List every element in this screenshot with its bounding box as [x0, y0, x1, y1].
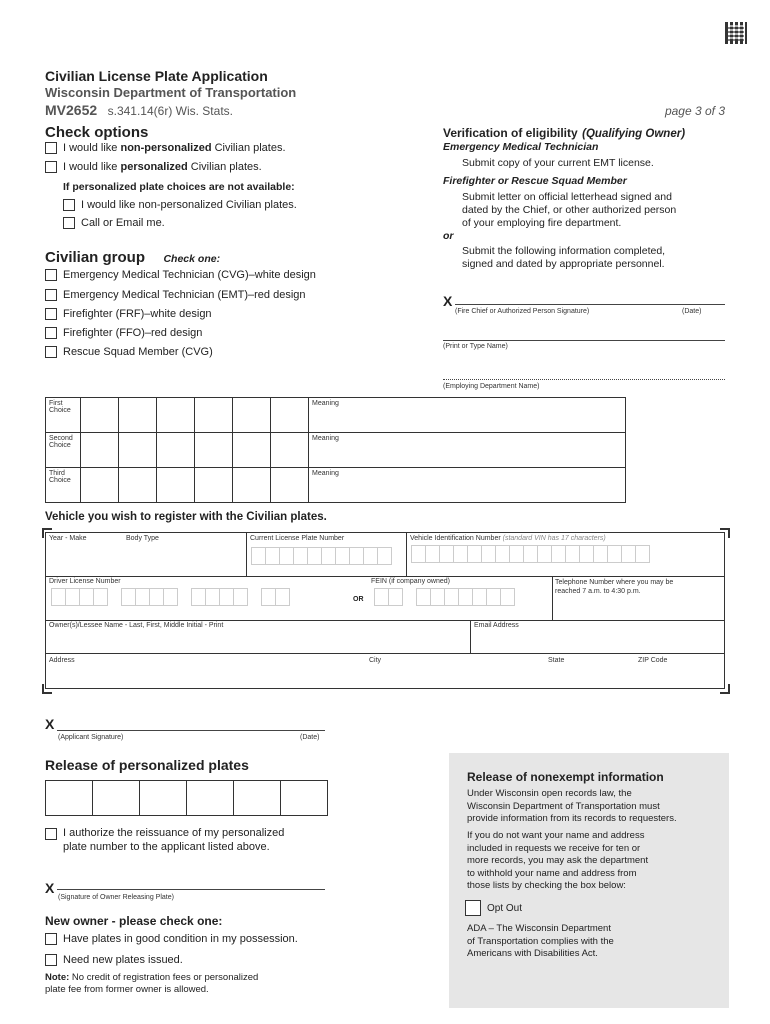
new-owner-option-need[interactable]: [45, 954, 183, 966]
label-line: Second: [49, 435, 73, 442]
release-note: [45, 972, 258, 996]
group-option[interactable]: [45, 289, 306, 301]
opt-out-option[interactable]: [465, 900, 522, 916]
char-cell[interactable]: [119, 398, 157, 433]
group-option[interactable]: [45, 346, 213, 358]
text-line: Submit letter on official letterhead signed and: [462, 191, 672, 203]
checkbox[interactable]: [45, 142, 57, 154]
text-line: Americans with Disabilities Act.: [467, 948, 598, 959]
group-option[interactable]: [45, 308, 212, 320]
chief-date-label: (Date): [682, 308, 702, 315]
char-cell[interactable]: [233, 398, 271, 433]
check-options-heading: Check options: [45, 124, 149, 141]
vehicle-form: [45, 532, 725, 689]
email-label: Email Address: [474, 622, 519, 629]
release-sig-label: (Signature of Owner Releasing Plate): [58, 894, 174, 901]
char-cell[interactable]: [119, 468, 157, 503]
option-non-personalized[interactable]: [45, 142, 286, 154]
checkbox[interactable]: [45, 327, 57, 339]
ada-statement: [467, 923, 614, 961]
form-number: MV2652: [45, 102, 98, 118]
applicant-sig-label: (Applicant Signature): [58, 734, 124, 741]
checkbox[interactable]: [45, 269, 57, 281]
chief-sig-label: (Fire Chief or Authorized Person Signature): [455, 308, 590, 315]
fein-input[interactable]: [374, 588, 514, 611]
release-x: X: [45, 880, 55, 896]
phone-field[interactable]: [552, 576, 724, 621]
option-label: Emergency Medical Technician (CVG)–white design: [63, 269, 316, 281]
plate-char-box[interactable]: [139, 780, 187, 816]
meaning-label: Meaning: [312, 400, 339, 407]
text-line: of Transportation complies with the: [467, 935, 614, 947]
label-pre: I would like: [63, 142, 121, 154]
note-text: plate fee from former owner is allowed.: [45, 984, 209, 995]
sign-x: X: [443, 293, 453, 309]
statute: s.341.14(6r) Wis. Stats.: [107, 104, 233, 118]
char-cell[interactable]: [271, 468, 309, 503]
option-label: Need new plates issued.: [63, 954, 183, 966]
label-pre: I would like: [63, 161, 121, 173]
qr-code: [725, 22, 747, 44]
dept-name-line[interactable]: [443, 379, 725, 380]
text-line: dated by the Chief, or other authorized person: [462, 204, 677, 216]
plate-segments: [251, 547, 391, 570]
year-make-label: Year - Make: [49, 535, 87, 542]
text-line: signed and dated by appropriate personnel.: [462, 258, 665, 270]
label-line: First: [49, 400, 63, 407]
option-fallback-non-personalized[interactable]: [63, 199, 297, 211]
text-line: Wisconsin Department of Transportation must: [467, 800, 660, 812]
opt-out-checkbox[interactable]: [465, 900, 481, 916]
text-line: provide information from its records to requesters.: [467, 813, 677, 824]
group-option[interactable]: [45, 269, 316, 281]
checkbox[interactable]: [45, 161, 57, 173]
driver-license-input[interactable]: [51, 588, 289, 611]
nonexempt-p2: [467, 830, 648, 893]
label-line: Choice: [49, 407, 71, 414]
form-title: Civilian License Plate Application: [45, 68, 268, 84]
text-line: to withhold your name and address from: [467, 867, 637, 879]
char-cell[interactable]: [271, 398, 309, 433]
civilian-group-heading-line: [45, 249, 220, 267]
char-cell[interactable]: [81, 398, 119, 433]
year-make-field[interactable]: [46, 533, 247, 577]
text-line: Under Wisconsin open records law, the: [467, 788, 632, 799]
or-label: or: [443, 230, 454, 242]
text-line: included in requests we receive for ten or: [467, 842, 641, 854]
plate-char-box[interactable]: [233, 780, 281, 816]
release-signature-line[interactable]: [57, 889, 325, 890]
char-cell[interactable]: [81, 433, 119, 468]
meaning-cell[interactable]: [309, 398, 626, 433]
label-bold: personalized: [120, 161, 188, 173]
option-label: Have plates in good condition in my possession.: [63, 933, 298, 945]
text-line: ADA – The Wisconsin Department: [467, 923, 611, 934]
text-line: more records, you may ask the department: [467, 855, 649, 866]
ff-heading: Firefighter or Rescue Squad Member: [443, 175, 627, 187]
checkbox[interactable]: [45, 828, 57, 840]
plate-char-box[interactable]: [186, 780, 234, 816]
plate-char-box[interactable]: [45, 780, 93, 816]
applicant-signature-line[interactable]: [57, 730, 325, 731]
vin-segments: [411, 545, 649, 568]
char-cell[interactable]: [157, 468, 195, 503]
check-one-label: Check one:: [163, 253, 221, 265]
unavailable-heading: If personalized plate choices are not available:: [63, 181, 295, 193]
vin-note: (standard VIN has 17 characters): [502, 535, 606, 542]
emt-text: Submit copy of your current EMT license.: [462, 157, 654, 169]
option-label: Firefighter (FFO)–red design: [63, 327, 203, 339]
label-line: plate number to the applicant listed above.: [63, 841, 270, 853]
phone-label-line: reached 7 a.m. to 4:30 p.m.: [555, 588, 641, 595]
verification-title: Verification of eligibility: [443, 126, 578, 140]
vin-field[interactable]: [406, 533, 724, 577]
note-label: Note:: [45, 972, 70, 983]
choice-label: [46, 433, 81, 468]
char-cell[interactable]: [195, 433, 233, 468]
label-bold: non-personalized: [120, 142, 212, 154]
dept-name-label: (Employing Department Name): [443, 383, 540, 390]
text-line: If you do not want your name and address: [467, 830, 645, 841]
checkbox[interactable]: [45, 289, 57, 301]
option-label: Call or Email me.: [81, 217, 165, 229]
print-name-label: (Print or Type Name): [443, 343, 508, 350]
checkbox[interactable]: [45, 346, 57, 358]
plate-choices-table: [45, 397, 626, 503]
verification-heading: [443, 124, 685, 142]
option-label: I would like non-personalized Civilian plates.: [81, 199, 297, 211]
state-label: State: [548, 657, 565, 664]
verification-qualifier: (Qualifying Owner): [582, 128, 686, 140]
owner-name-field[interactable]: [46, 620, 471, 654]
city-label: City: [369, 657, 382, 664]
plate-char-box[interactable]: [280, 780, 328, 816]
checkbox[interactable]: [45, 954, 57, 966]
plate-char-box[interactable]: [92, 780, 140, 816]
dept-name: Wisconsin Department of Transportation: [45, 85, 297, 100]
choice-row: [46, 398, 626, 433]
label-line: I authorize the reissuance of my personalized: [63, 827, 285, 839]
option-label: Emergency Medical Technician (EMT)–red design: [63, 289, 306, 301]
checkbox[interactable]: [63, 217, 75, 229]
vehicle-heading: Vehicle you wish to register with the Civilian plates.: [45, 511, 327, 523]
ff-text: [462, 191, 676, 230]
label-post: Civilian plates.: [211, 142, 286, 154]
chief-signature-line[interactable]: [455, 304, 725, 305]
owner-name-label: Owner(s)/Lessee Name - Last, First, Middle Initial - Print: [49, 622, 224, 629]
opt-out-label: Opt Out: [487, 902, 523, 914]
char-cell[interactable]: [271, 433, 309, 468]
label-line: Choice: [49, 442, 71, 449]
driver-license-label: Driver License Number: [49, 578, 121, 585]
emt-heading: Emergency Medical Technician: [443, 141, 599, 153]
char-cell[interactable]: [195, 468, 233, 503]
option-label: Firefighter (FRF)–white design: [63, 308, 212, 320]
choice-row: [46, 468, 626, 503]
nonexempt-p1: [467, 788, 677, 826]
form-number-line: [45, 102, 233, 120]
checkbox[interactable]: [45, 933, 57, 945]
meaning-cell[interactable]: [309, 433, 626, 468]
release-heading: Release of personalized plates: [45, 757, 249, 773]
option-personalized[interactable]: [45, 161, 262, 173]
char-cell[interactable]: [119, 433, 157, 468]
page-number: page 3 of 3: [664, 104, 725, 118]
option-call-email[interactable]: [63, 217, 165, 229]
note-text: No credit of registration fees or personalized: [69, 972, 259, 983]
choice-label: [46, 398, 81, 433]
choice-row: [46, 433, 626, 468]
address-label: Address: [49, 657, 75, 664]
label-post: Civilian plates.: [187, 161, 262, 173]
nonexempt-panel: [449, 753, 729, 1008]
char-cell[interactable]: [157, 398, 195, 433]
checkbox[interactable]: [63, 199, 75, 211]
civilian-group-heading: Civilian group: [45, 249, 146, 266]
checkbox[interactable]: [45, 308, 57, 320]
group-option[interactable]: [45, 327, 202, 339]
new-owner-option-have[interactable]: [45, 933, 298, 945]
vin-label: Vehicle Identification Number: [410, 535, 501, 542]
zip-label: ZIP Code: [638, 657, 668, 664]
meaning-cell[interactable]: [309, 468, 626, 503]
option-label: Rescue Squad Member (CVG): [63, 346, 213, 358]
char-cell[interactable]: [81, 468, 119, 503]
choice-label: [46, 468, 81, 503]
label-line: Third: [49, 470, 65, 477]
meaning-label: Meaning: [312, 435, 339, 442]
alt-text: [462, 245, 665, 271]
phone-label-line: Telephone Number where you may be: [555, 579, 674, 586]
body-type-label: Body Type: [126, 535, 159, 542]
release-plate-boxes: [45, 780, 328, 816]
authorize-option[interactable]: [45, 826, 284, 854]
email-field[interactable]: [470, 620, 724, 654]
char-cell[interactable]: [157, 433, 195, 468]
char-cell[interactable]: [195, 398, 233, 433]
meaning-label: Meaning: [312, 470, 339, 477]
label-line: Choice: [49, 477, 71, 484]
char-cell[interactable]: [233, 433, 271, 468]
new-owner-heading: New owner - please check one:: [45, 914, 223, 928]
current-plate-label: Current License Plate Number: [250, 535, 345, 542]
text-line: those lists by checking the box below:: [467, 880, 626, 891]
address-row[interactable]: [46, 653, 724, 688]
char-cell[interactable]: [233, 468, 271, 503]
nonexempt-heading: Release of nonexempt information: [467, 770, 664, 784]
license-fein-row: [46, 576, 553, 621]
applicant-x: X: [45, 716, 55, 732]
current-plate-field[interactable]: [246, 533, 407, 577]
print-name-line[interactable]: [443, 340, 725, 341]
fein-label: FEIN (if company owned): [371, 578, 450, 585]
text-line: of your employing fire department.: [462, 217, 622, 229]
or-label: OR: [353, 596, 364, 603]
applicant-date-label: (Date): [300, 734, 320, 741]
text-line: Submit the following information completed,: [462, 245, 666, 257]
